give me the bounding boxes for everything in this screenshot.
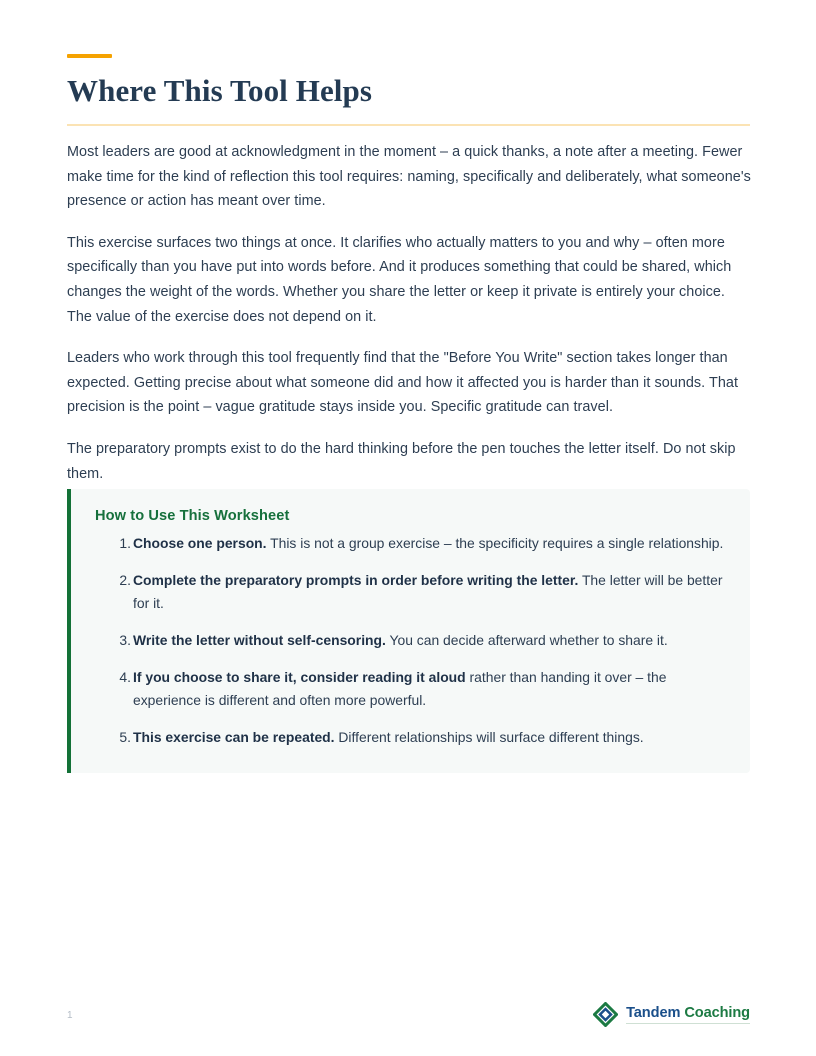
list-item-lead: If you choose to share it, consider reading it aloud	[133, 669, 466, 685]
list-item-rest: The letter will be better for it.	[133, 572, 723, 611]
accent-bar	[67, 54, 112, 58]
callout-step-list	[95, 532, 726, 749]
page-title: Where This Tool Helps	[67, 73, 373, 108]
body-content	[67, 140, 752, 486]
list-item	[119, 726, 726, 749]
list-item-lead: Choose one person.	[133, 535, 267, 551]
brand-word-coaching: Coaching	[684, 1005, 750, 1021]
list-item	[119, 629, 726, 652]
list-item	[119, 532, 726, 555]
page-number: 1	[67, 1010, 73, 1021]
list-item-rest: This is not a group exercise – the specificity requires a single relationship.	[266, 535, 724, 551]
callout-title: How to Use This Worksheet	[95, 508, 290, 524]
list-item	[119, 569, 726, 615]
body-paragraph: This exercise surfaces two things at once. It clarifies who actually matters to you and why – often more specifically than you have put into words before. And it produces something that could be shared, which changes the weight of the words. Whether you share the letter or keep it private is entirely your choice. The value of the exercise does not depend on it.	[67, 234, 732, 325]
list-item-lead: This exercise can be repeated.	[133, 729, 335, 745]
list-item-lead: Complete the preparatory prompts in order before writing the letter.	[133, 572, 579, 588]
list-item-lead: Write the letter without self-censoring.	[133, 632, 386, 648]
brand-word-tandem: Tandem	[626, 1005, 681, 1021]
list-item	[119, 666, 726, 712]
list-item-rest: rather than handing it over – the experience is different and often more powerful.	[133, 669, 667, 708]
list-item-rest: You can decide afterward whether to share it.	[385, 632, 668, 648]
brand-logo	[593, 1002, 750, 1027]
page-header	[67, 54, 750, 126]
list-item-rest: Different relationships will surface different things.	[334, 729, 644, 745]
title-divider	[67, 124, 750, 126]
how-to-use-callout	[67, 489, 750, 773]
body-paragraph: Most leaders are good at acknowledgment in the moment – a quick thanks, a note after a meeting. Fewer make time for the kind of reflection this tool requires: naming, specifically and deliberately, what someone's presence or action has meant over time.	[67, 144, 751, 210]
brand-wordmark	[626, 1005, 750, 1024]
tandem-diamond-icon	[593, 1002, 618, 1027]
body-paragraph: The preparatory prompts exist to do the hard thinking before the pen touches the letter itself. Do not skip them.	[67, 440, 736, 482]
body-paragraph: Leaders who work through this tool frequently find that the "Before You Write" section takes longer than expected. Getting precise about what someone did and how it affected you is harder than it sounds. That precision is the point – vague gratitude stays inside you. Specific gratitude can travel.	[67, 350, 739, 416]
page-footer	[0, 1000, 816, 1040]
